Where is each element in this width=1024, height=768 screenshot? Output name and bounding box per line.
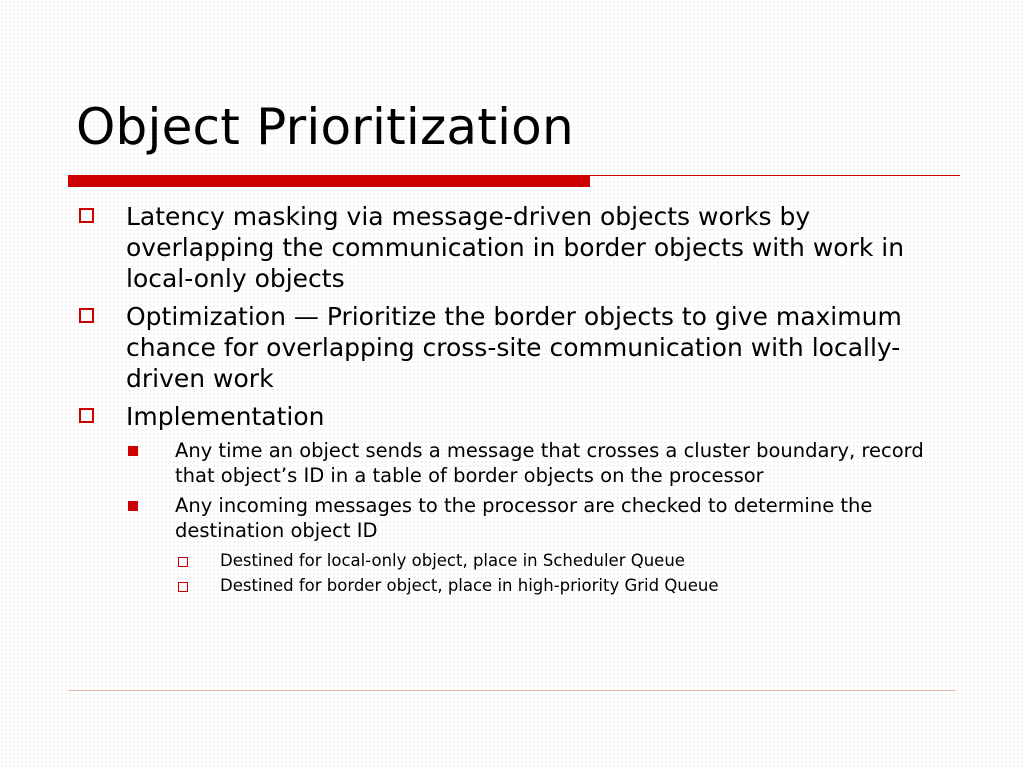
filled-square-bullet-icon: [128, 446, 138, 456]
hollow-square-bullet-icon: [79, 408, 94, 423]
title-underline-thick: [68, 175, 590, 187]
footer-divider: [68, 690, 956, 691]
bullet-text: Latency masking via message-driven objects works by overlapping the communication in border objects with work in local-only objects: [126, 202, 905, 293]
bullet-text: Destined for border object, place in high-priority Grid Queue: [220, 576, 719, 595]
filled-square-bullet-icon: [128, 501, 138, 511]
bullet-item-implementation: [76, 401, 956, 432]
small-hollow-square-bullet-icon: [178, 582, 188, 592]
bullet-text: Implementation: [126, 402, 325, 431]
sub-bullet-item-check-incoming: [126, 494, 956, 543]
bullet-item-optimization: [76, 301, 956, 394]
bullet-list: [76, 201, 956, 599]
title-underline-thin: [590, 175, 960, 176]
slide-title: Object Prioritization: [76, 98, 574, 156]
bullet-text: Destined for local-only object, place in Scheduler Queue: [220, 551, 685, 570]
sub-bullet-item-record-border-objects: [126, 439, 956, 488]
bullet-item-latency-masking: [76, 201, 956, 294]
small-hollow-square-bullet-icon: [178, 557, 188, 567]
sub-sub-bullet-item-grid-queue: [175, 574, 956, 598]
bullet-text: Any time an object sends a message that crosses a cluster boundary, record that object’s ID in a table of border objects on the processor: [175, 439, 924, 487]
hollow-square-bullet-icon: [79, 208, 94, 223]
sub-sub-bullet-item-scheduler-queue: [175, 549, 956, 573]
bullet-text: Any incoming messages to the processor are checked to determine the destination object ID: [175, 494, 873, 542]
bullet-text: Optimization — Prioritize the border objects to give maximum chance for overlapping cross-site communication with locally-driven work: [126, 302, 902, 393]
hollow-square-bullet-icon: [79, 308, 94, 323]
